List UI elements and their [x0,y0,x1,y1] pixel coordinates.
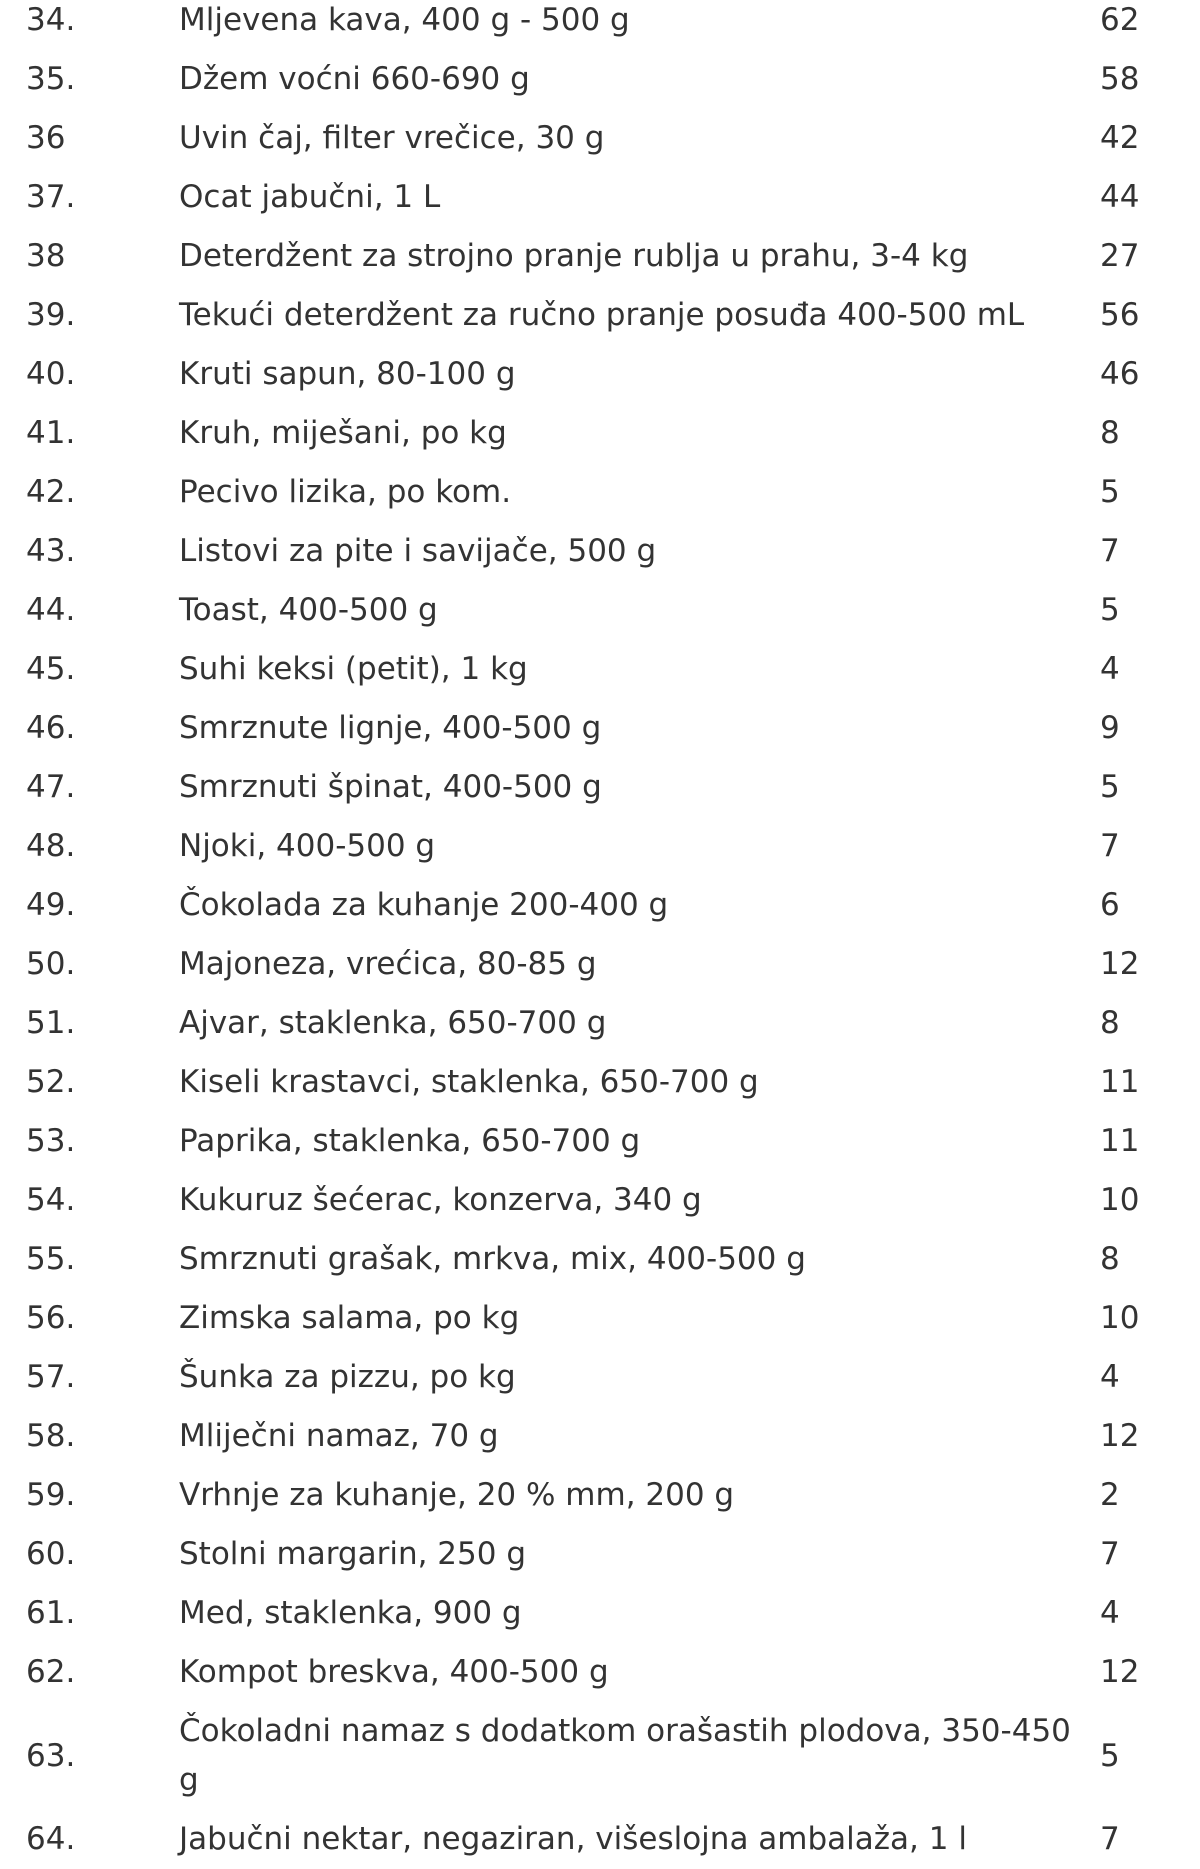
table-row [0,994,1200,1053]
row-number: 38 [26,238,66,274]
row-number: 36 [26,120,66,156]
product-count: 12 [1100,1418,1140,1454]
product-name: Deterdžent za strojno pranje rublja u prahu, 3-4 kg [179,238,969,274]
row-number: 40. [26,356,76,392]
product-name: Toast, 400-500 g [179,592,438,628]
table-row [0,345,1200,404]
product-count: 5 [1100,474,1120,510]
product-count: 5 [1100,592,1120,628]
table-row [0,1702,1200,1810]
table-row [0,168,1200,227]
table-row [0,876,1200,935]
table-row [0,0,1200,50]
row-number: 55. [26,1241,76,1277]
product-count: 4 [1100,651,1120,687]
product-name: Stolni margarin, 250 g [179,1536,527,1572]
product-name: Čokolada za kuhanje 200-400 g [179,887,669,923]
product-name: Mliječni namaz, 70 g [179,1418,499,1454]
product-count: 5 [1100,769,1120,805]
product-count: 62 [1100,2,1140,38]
product-name: Kompot breskva, 400-500 g [179,1654,609,1690]
product-count: 46 [1100,356,1140,392]
table-row [0,758,1200,817]
table-row [0,1053,1200,1112]
table-row [0,640,1200,699]
product-name: Čokoladni namaz s dodatkom orašastih plodova, 350-450 g [179,1713,1071,1798]
product-name: Kiseli krastavci, staklenka, 650-700 g [179,1064,759,1100]
row-number: 56. [26,1300,76,1336]
table-row [0,1466,1200,1525]
product-name: Smrznuti grašak, mrkva, mix, 400-500 g [179,1241,806,1277]
table-row [0,404,1200,463]
row-number: 43. [26,533,76,569]
row-number: 64. [26,1821,76,1857]
row-number: 39. [26,297,76,333]
product-count: 6 [1100,887,1120,923]
product-name: Ocat jabučni, 1 L [179,179,441,215]
row-number: 48. [26,828,76,864]
table-row [0,1643,1200,1702]
product-name: Vrhnje za kuhanje, 20 % mm, 200 g [179,1477,735,1513]
product-name: Pecivo lizika, po kom. [179,474,512,510]
product-name: Smrznuti špinat, 400-500 g [179,769,602,805]
row-number: 49. [26,887,76,923]
product-name: Smrznute lignje, 400-500 g [179,710,602,746]
row-number: 45. [26,651,76,687]
row-number: 51. [26,1005,76,1041]
product-name: Kukuruz šećerac, konzerva, 340 g [179,1182,702,1218]
product-count: 10 [1100,1182,1140,1218]
product-name: Džem voćni 660-690 g [179,61,530,97]
table-row [0,522,1200,581]
table-row [0,581,1200,640]
product-name: Tekući deterdžent za ručno pranje posuđa 400-500 mL [179,297,1025,333]
table-row [0,1525,1200,1584]
row-number: 60. [26,1536,76,1572]
product-count: 12 [1100,1654,1140,1690]
product-count: 11 [1100,1123,1140,1159]
table-row [0,1289,1200,1348]
row-number: 59. [26,1477,76,1513]
row-number: 41. [26,415,76,451]
row-number: 54. [26,1182,76,1218]
table-row [0,50,1200,109]
product-count: 44 [1100,179,1140,215]
table-row [0,699,1200,758]
table-row [0,1171,1200,1230]
table-row [0,1348,1200,1407]
row-number: 62. [26,1654,76,1690]
row-number: 57. [26,1359,76,1395]
table-row [0,286,1200,345]
product-count: 4 [1100,1359,1120,1395]
row-number: 42. [26,474,76,510]
product-name: Kruh, miješani, po kg [179,415,507,451]
product-name: Suhi keksi (petit), 1 kg [179,651,528,687]
table-row [0,817,1200,876]
product-name: Njoki, 400-500 g [179,828,436,864]
row-number: 46. [26,710,76,746]
row-number: 44. [26,592,76,628]
product-count: 12 [1100,946,1140,982]
product-count: 8 [1100,1241,1120,1277]
product-count: 4 [1100,1595,1120,1631]
table-row [0,463,1200,522]
product-count: 8 [1100,1005,1120,1041]
table-row [0,109,1200,168]
row-number: 35. [26,61,76,97]
product-name: Majoneza, vrećica, 80-85 g [179,946,597,982]
product-name: Kruti sapun, 80-100 g [179,356,516,392]
table-row [0,227,1200,286]
product-count: 56 [1100,297,1140,333]
product-name: Ajvar, staklenka, 650-700 g [179,1005,607,1041]
row-number: 52. [26,1064,76,1100]
product-name: Zimska salama, po kg [179,1300,520,1336]
table-row [0,935,1200,994]
row-number: 37. [26,179,76,215]
product-name: Paprika, staklenka, 650-700 g [179,1123,641,1159]
product-name: Mljevena kava, 400 g - 500 g [179,2,630,38]
product-name: Jabučni nektar, negaziran, višeslojna ambalaža, 1 l [179,1821,967,1857]
row-number: 58. [26,1418,76,1454]
product-count: 9 [1100,710,1120,746]
product-count: 7 [1100,1821,1120,1857]
product-count: 7 [1100,533,1120,569]
row-number: 34. [26,2,76,38]
row-number: 50. [26,946,76,982]
table-row [0,1407,1200,1466]
product-count: 7 [1100,1536,1120,1572]
table-row [0,1230,1200,1289]
product-name: Uvin čaj, filter vrečice, 30 g [179,120,605,156]
row-number: 47. [26,769,76,805]
table-row [0,1112,1200,1171]
table-row [0,1584,1200,1643]
product-name: Šunka za pizzu, po kg [179,1359,516,1395]
product-name: Listovi za pite i savijače, 500 g [179,533,657,569]
product-count: 42 [1100,120,1140,156]
product-count: 10 [1100,1300,1140,1336]
row-number: 53. [26,1123,76,1159]
product-count: 27 [1100,238,1140,274]
product-count: 7 [1100,828,1120,864]
row-number: 63. [26,1737,76,1774]
table-row [0,1810,1200,1869]
product-count: 2 [1100,1477,1120,1513]
product-count: 8 [1100,415,1120,451]
product-name: Med, staklenka, 900 g [179,1595,522,1631]
product-count: 5 [1100,1737,1120,1774]
product-count: 11 [1100,1064,1140,1100]
product-count: 58 [1100,61,1140,97]
row-number: 61. [26,1595,76,1631]
